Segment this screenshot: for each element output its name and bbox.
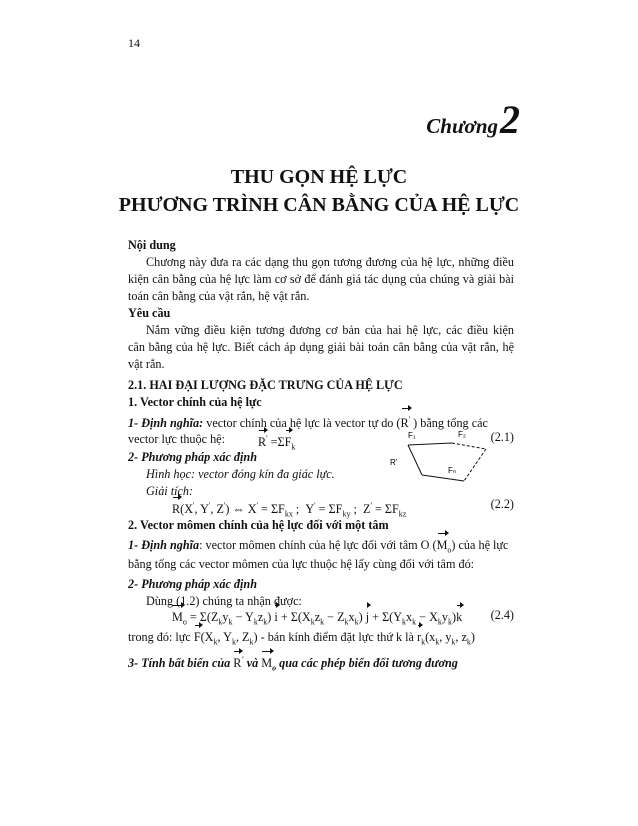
definition-text-a: vector chính của hệ lực là vector tự do (	[206, 416, 401, 431]
invariant-and: và	[246, 656, 259, 671]
definition-line2: vector lực thuộc hệ:	[128, 432, 225, 446]
vector-R-prime: R'	[401, 411, 411, 432]
equation-2-4-number: (2.4)	[490, 608, 514, 622]
requirements-heading: Yêu cầu	[128, 306, 171, 320]
force-dashed-line	[464, 449, 486, 481]
invariant-text: 3- Tính bất biến của	[128, 656, 231, 671]
content-line1: Chương này đưa ra các dạng thu gọn tương đương của hệ lực, những điều	[146, 255, 514, 269]
label-r: R'	[390, 458, 398, 467]
method-heading-1: 2- Phương pháp xác định	[128, 450, 257, 464]
where-text-a: trong đó: lực	[128, 630, 191, 644]
invariant-rest: qua các phép biến đổi tương đương	[279, 656, 458, 671]
subsection-main-vector: 1. Vector chính của hệ lực	[128, 395, 262, 409]
vector-M-o: M	[436, 538, 448, 552]
content-heading: Nội dung	[128, 238, 176, 252]
equation-2-1: $R' =\Sigma F_k$	[258, 434, 296, 452]
using-reference: Dùng (1.2) chúng ta nhận được:	[146, 594, 302, 608]
section-2-1-heading: 2.1. HAI ĐẠI LƯỢNG ĐẶC TRƯNG CỦA HỆ LỰC	[128, 378, 403, 392]
equation-2-2-number: (2.2)	[490, 497, 514, 511]
equation-2-1-number: (2.1)	[490, 430, 514, 444]
equation-2-2: R(X', Y', Z') ⇔ $X' = \Sigma F_{kx}$ ; $Y' = \Sigma F_{ky}$ ; $Z' = \Sigma F_{kz}$	[172, 501, 407, 519]
resultant-line	[408, 445, 422, 475]
page-number: 14	[128, 36, 140, 50]
force-f1-line	[408, 443, 452, 445]
analytic-method: Giải tích:	[146, 484, 194, 498]
where-text-b: - bán kính điểm đặt lực thứ k là	[260, 630, 414, 644]
label-f2: F₂	[458, 430, 466, 439]
moment-definition-line: 1- Định nghĩa: vector mômen chính của hệ lực đối với tâm O $(M_o)$ của hệ lực	[128, 538, 509, 555]
force-f2-line	[452, 443, 486, 449]
moment-definition-line2: bằng tổng các vector mômen của lực thuộc hệ lấy cùng đối với tâm đó:	[128, 557, 475, 571]
force-fn-line	[422, 475, 464, 481]
force-polygon-diagram	[386, 425, 496, 497]
requirements-line3: vật rắn.	[128, 357, 165, 371]
geometric-method: Hình học: vector đóng kín đa giác lực.	[146, 467, 335, 481]
equation-2-4: $M_o = \Sigma(Z_ky_k - Y_kz_k) i + \Sigma(X_kz_k - Z_kx_k) j + \Sigma(Y_kx_k - X_ky_k)k$	[172, 610, 463, 627]
moment-definition-text-a: : vector mômen chính của hệ lực đối với tâm O (	[199, 538, 437, 552]
where-line: trong đó: lực $F(X_k$, $Y_k$, $Z_k$) - bán kính điểm đặt lực thứ k là $r_k(x_k$, $y_k$, $z_k$)	[128, 630, 475, 647]
requirements-line2: cân bằng của hệ lực. Biết cách áp dụng giải bài toán cân bằng của vật rắn, hệ	[128, 340, 514, 354]
definition-text-b: ) bằng tổng các	[413, 416, 488, 431]
content-line2: kiện cân bằng của hệ lực làm cơ sở để đánh giá tác dụng của chúng và giải bài	[128, 272, 514, 286]
subsection-moment-vector: 2. Vector mômen chính của hệ lực đối với một tâm	[128, 518, 389, 532]
chapter-title-line1: THU GỌN HỆ LỰC	[230, 166, 408, 188]
label-f1: F₁	[408, 431, 416, 440]
invariant-heading: 3- Tính bất biến của R' và $M_o$ qua các phép biến đổi tương đương	[128, 655, 458, 673]
chapter-number: 2	[500, 97, 520, 142]
definition-label: 1- Định nghĩa:	[128, 416, 204, 431]
content-line3: toán cân bằng của vật rắn, hệ vật rắn.	[128, 289, 310, 303]
moment-definition-label: 1- Định nghĩa	[128, 538, 200, 552]
chapter-title-line2: PHƯƠNG TRÌNH CÂN BẰNG CỦA HỆ LỰC	[118, 194, 520, 216]
moment-definition-text-b: ) của hệ lực	[451, 538, 509, 552]
requirements-line1: Nắm vững điều kiện tương đương cơ bản của hai hệ lực, các điều kiện	[146, 323, 514, 337]
method-heading-2: 2- Phương pháp xác định	[128, 577, 257, 591]
chapter-word: Chương	[426, 114, 498, 138]
label-fn: Fₙ	[448, 466, 457, 475]
chapter-heading	[426, 96, 520, 143]
